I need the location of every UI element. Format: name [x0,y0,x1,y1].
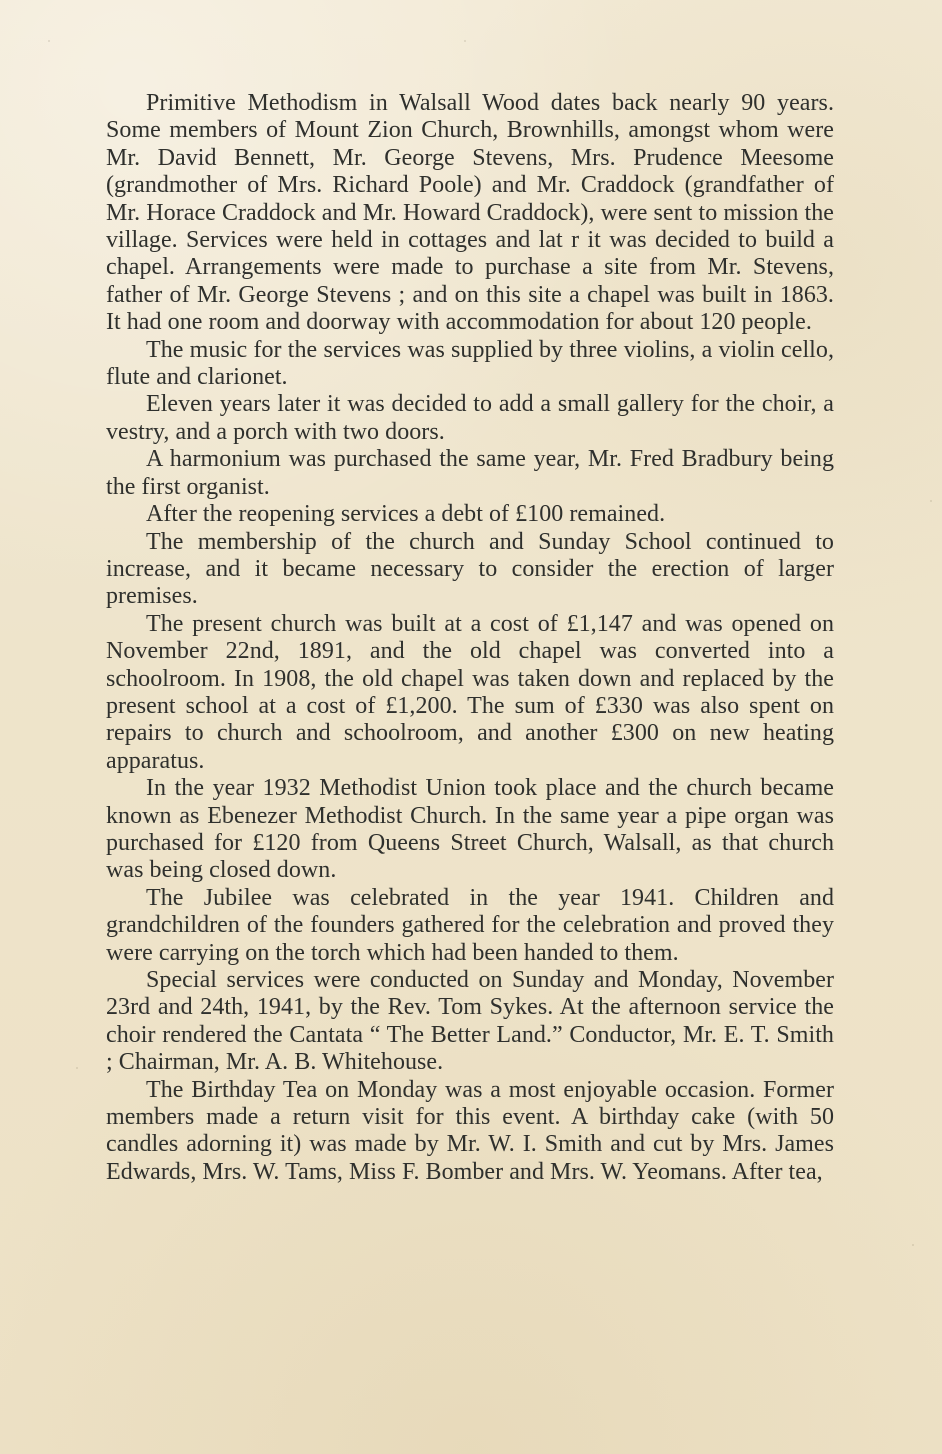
document-text [106,90,834,1186]
paragraph-birthday-tea: The Birthday Tea on Monday was a most enjoyable occasion. Former members made a return visit for this event. A birthday cake (with 50 candles adorning it) was made by Mr. W. I. Smith and cut by Mrs. James Edwards, Mrs. W. Tams, Miss F. Bomber and Mrs. W. Yeomans. After tea, [106,1076,834,1185]
paragraph-music: The music for the services was supplied by three violins, a violin cello, flute and clarionet. [106,336,834,391]
paragraph-debt: After the reopening services a debt of £100 remained. [146,501,666,528]
paragraph-jubilee: The Jubilee was celebrated in the year 1941. Children and grandchildren of the founders gathered for the celebration and proved they were carrying on the torch which had been handed to them. [106,884,834,966]
paragraph-methodist-union: In the year 1932 Methodist Union took place and the church became known as Ebenezer Methodist Church. In the same year a pipe organ was purchased for £120 from Queens Street Church, Walsall, as that church was being closed down. [106,775,834,884]
paper-speck [48,40,50,42]
paragraph-special-services: Special services were conducted on Sunday and Monday, November 23rd and 24th, 1941, by the Rev. Tom Sykes. At the afternoon service the choir rendered the Cantata “ The Better Land.” Conductor, Mr. E. T. Smith ; Chairman, Mr. A. B. Whitehouse. [106,967,834,1076]
paragraph-gallery: Eleven years later it was decided to add a small gallery for the choir, a vestry, and a porch with two doors. [106,391,834,445]
paper-speck [930,500,932,502]
paragraph-membership: The membership of the church and Sunday School continued to increase, and it became necessary to consider the erection of larger premises. [106,528,834,610]
paper-speck [76,1067,78,1069]
paragraph-history-origins: Primitive Methodism in Walsall Wood dates back nearly 90 years. Some members of Mount Zion Church, Brownhills, amongst whom were Mr. David Bennett, Mr. George Stevens, Mrs. Prudence Meesome (grandmother of Mrs. Richard Poole) and Mr. Craddock (grandfather of Mr. Horace Craddock and Mr. Howard Craddock), were sent to mission the village. Services were held in cottages and lat r it was decided to build a chapel. Arrangements were made to purchase a site from Mr. Stevens, father of Mr. George Stevens ; and on this site a chapel was built in 1863. It had one room and doorway with accommodation for about 120 people. [106,90,834,336]
paragraph-present-church: The present church was built at a cost of £1,147 and was opened on November 22nd, 1891, and the old chapel was converted into a schoolroom. In 1908, the old chapel was taken down and replaced by the present school at a cost of £1,200. The sum of £330 was also spent on repairs to church and schoolroom, and another £300 on new heating apparatus. [106,610,834,774]
paper-speck [912,1244,914,1246]
paragraph-harmonium: A harmonium was purchased the same year, Mr. Fred Bradbury being the first organist. [106,446,834,500]
paper-speck [464,40,466,42]
